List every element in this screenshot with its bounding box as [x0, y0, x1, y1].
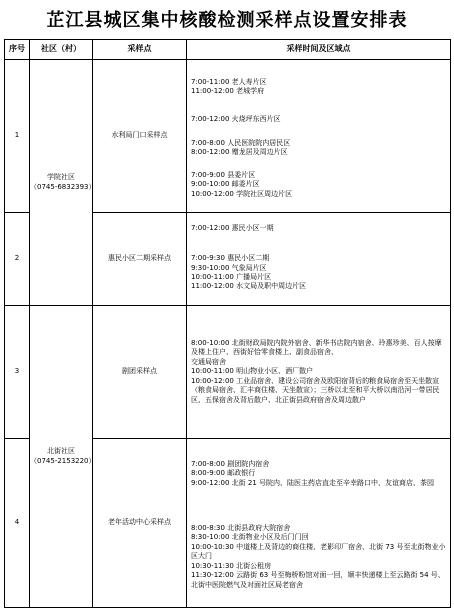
time-block: 8:00-8:30 北街县政府大院宿舍 8:30-10:00 北街物业小区及后门门回 10:00-10:30 中道楼上及背边的商住楼、老影印厂宿舍、北街 73 号至北街物业小区大门 10:30-11:30 北街公租房 11:30-12:00 云路街 63 号至梅桥粉馆对面一回，顺丰快递楼上至云路街 54 号、北街中医院燃气及对面社区局老宿舍: [191, 523, 446, 589]
time-block: 7:00-9:30 惠民小区二期 9:30-10:00 气象局片区 10:00-11:00 广播局片区 11:00-12:00 水文局及职中周边片区: [191, 254, 307, 291]
time-block: 7:00-12:00 惠民小区一期: [191, 224, 274, 233]
header-num: 序号: [5, 40, 30, 60]
time-block: 7:00-8:00 剧团院内宿舍 8:00-9:00 邮政银行 9:00-12:00 北街 21 号院内、陆医主药店直走至辛幸路口中、友谊商店、茶园: [191, 459, 434, 487]
table-row: [5, 60, 451, 213]
time-block: 7:00-8:00 人民医院院内居民区 8:00-12:00 赠龙居及周边片区: [191, 138, 291, 156]
site-cell: 老年活动中心采样点: [93, 439, 187, 608]
site-cell: 水利局门口采样点: [93, 60, 187, 213]
time-area-cell: [187, 439, 451, 608]
community-name: 学院社区: [47, 173, 75, 182]
row-number: 1: [5, 60, 30, 213]
header-community: 社区（村）: [30, 40, 93, 60]
community-cell: [30, 306, 96, 608]
time-area-cell: 8:00-10:00 北街财政局院内院外宿舍、新华书店院内宿舍、玲惠珍美、百人按摩及楼上住户、西街好恰零食楼上、副食品宿舍、 交通局宿舍 10:00-11:00 明山物业小区、酒厂散户 10:00-12:00 工业品宿舍、建设公司宿舍及欧阳宿背后的粮食局宿舍至天坐散宣（粮食局宿舍、汇丰商住楼、天坐散宣）；三桥以北至和平大桥以南沿河一带居民区、五保宿舍及背后散户、北正街县政府宿舍及周边散户: [187, 306, 451, 439]
table-header-row: [5, 40, 451, 60]
site-cell: 惠民小区二期采样点: [93, 213, 187, 306]
time-block: 7:00-12:00 火烧坪东西片区: [191, 115, 281, 124]
row-number: 2: [5, 213, 30, 306]
site-cell: 剧团采样点: [93, 306, 187, 439]
schedule-table: [4, 39, 451, 608]
time-area-cell: [187, 213, 451, 306]
table-row: [5, 306, 451, 439]
community-phone: （0745-2153220）: [30, 456, 96, 465]
header-time-area: 采样时间及区域点: [187, 40, 451, 60]
community-phone: （0745-6832393）: [30, 182, 96, 191]
community-cell: [30, 60, 96, 306]
row-number: 3: [5, 306, 30, 439]
time-block: 7:00-11:00 老人寿片区 11:00-12:00 老城学府: [191, 77, 267, 95]
header-site: 采样点: [93, 40, 187, 60]
time-area-cell: [187, 60, 451, 213]
page-title: 芷江县城区集中核酸检测采样点设置安排表: [46, 10, 408, 31]
time-block: 7:00-9:00 县委片区 9:00-10:00 邮委片区 10:00-12:00 学院社区周边片区: [191, 170, 293, 198]
community-name: 北街社区: [47, 447, 75, 456]
row-number: 4: [5, 439, 30, 608]
